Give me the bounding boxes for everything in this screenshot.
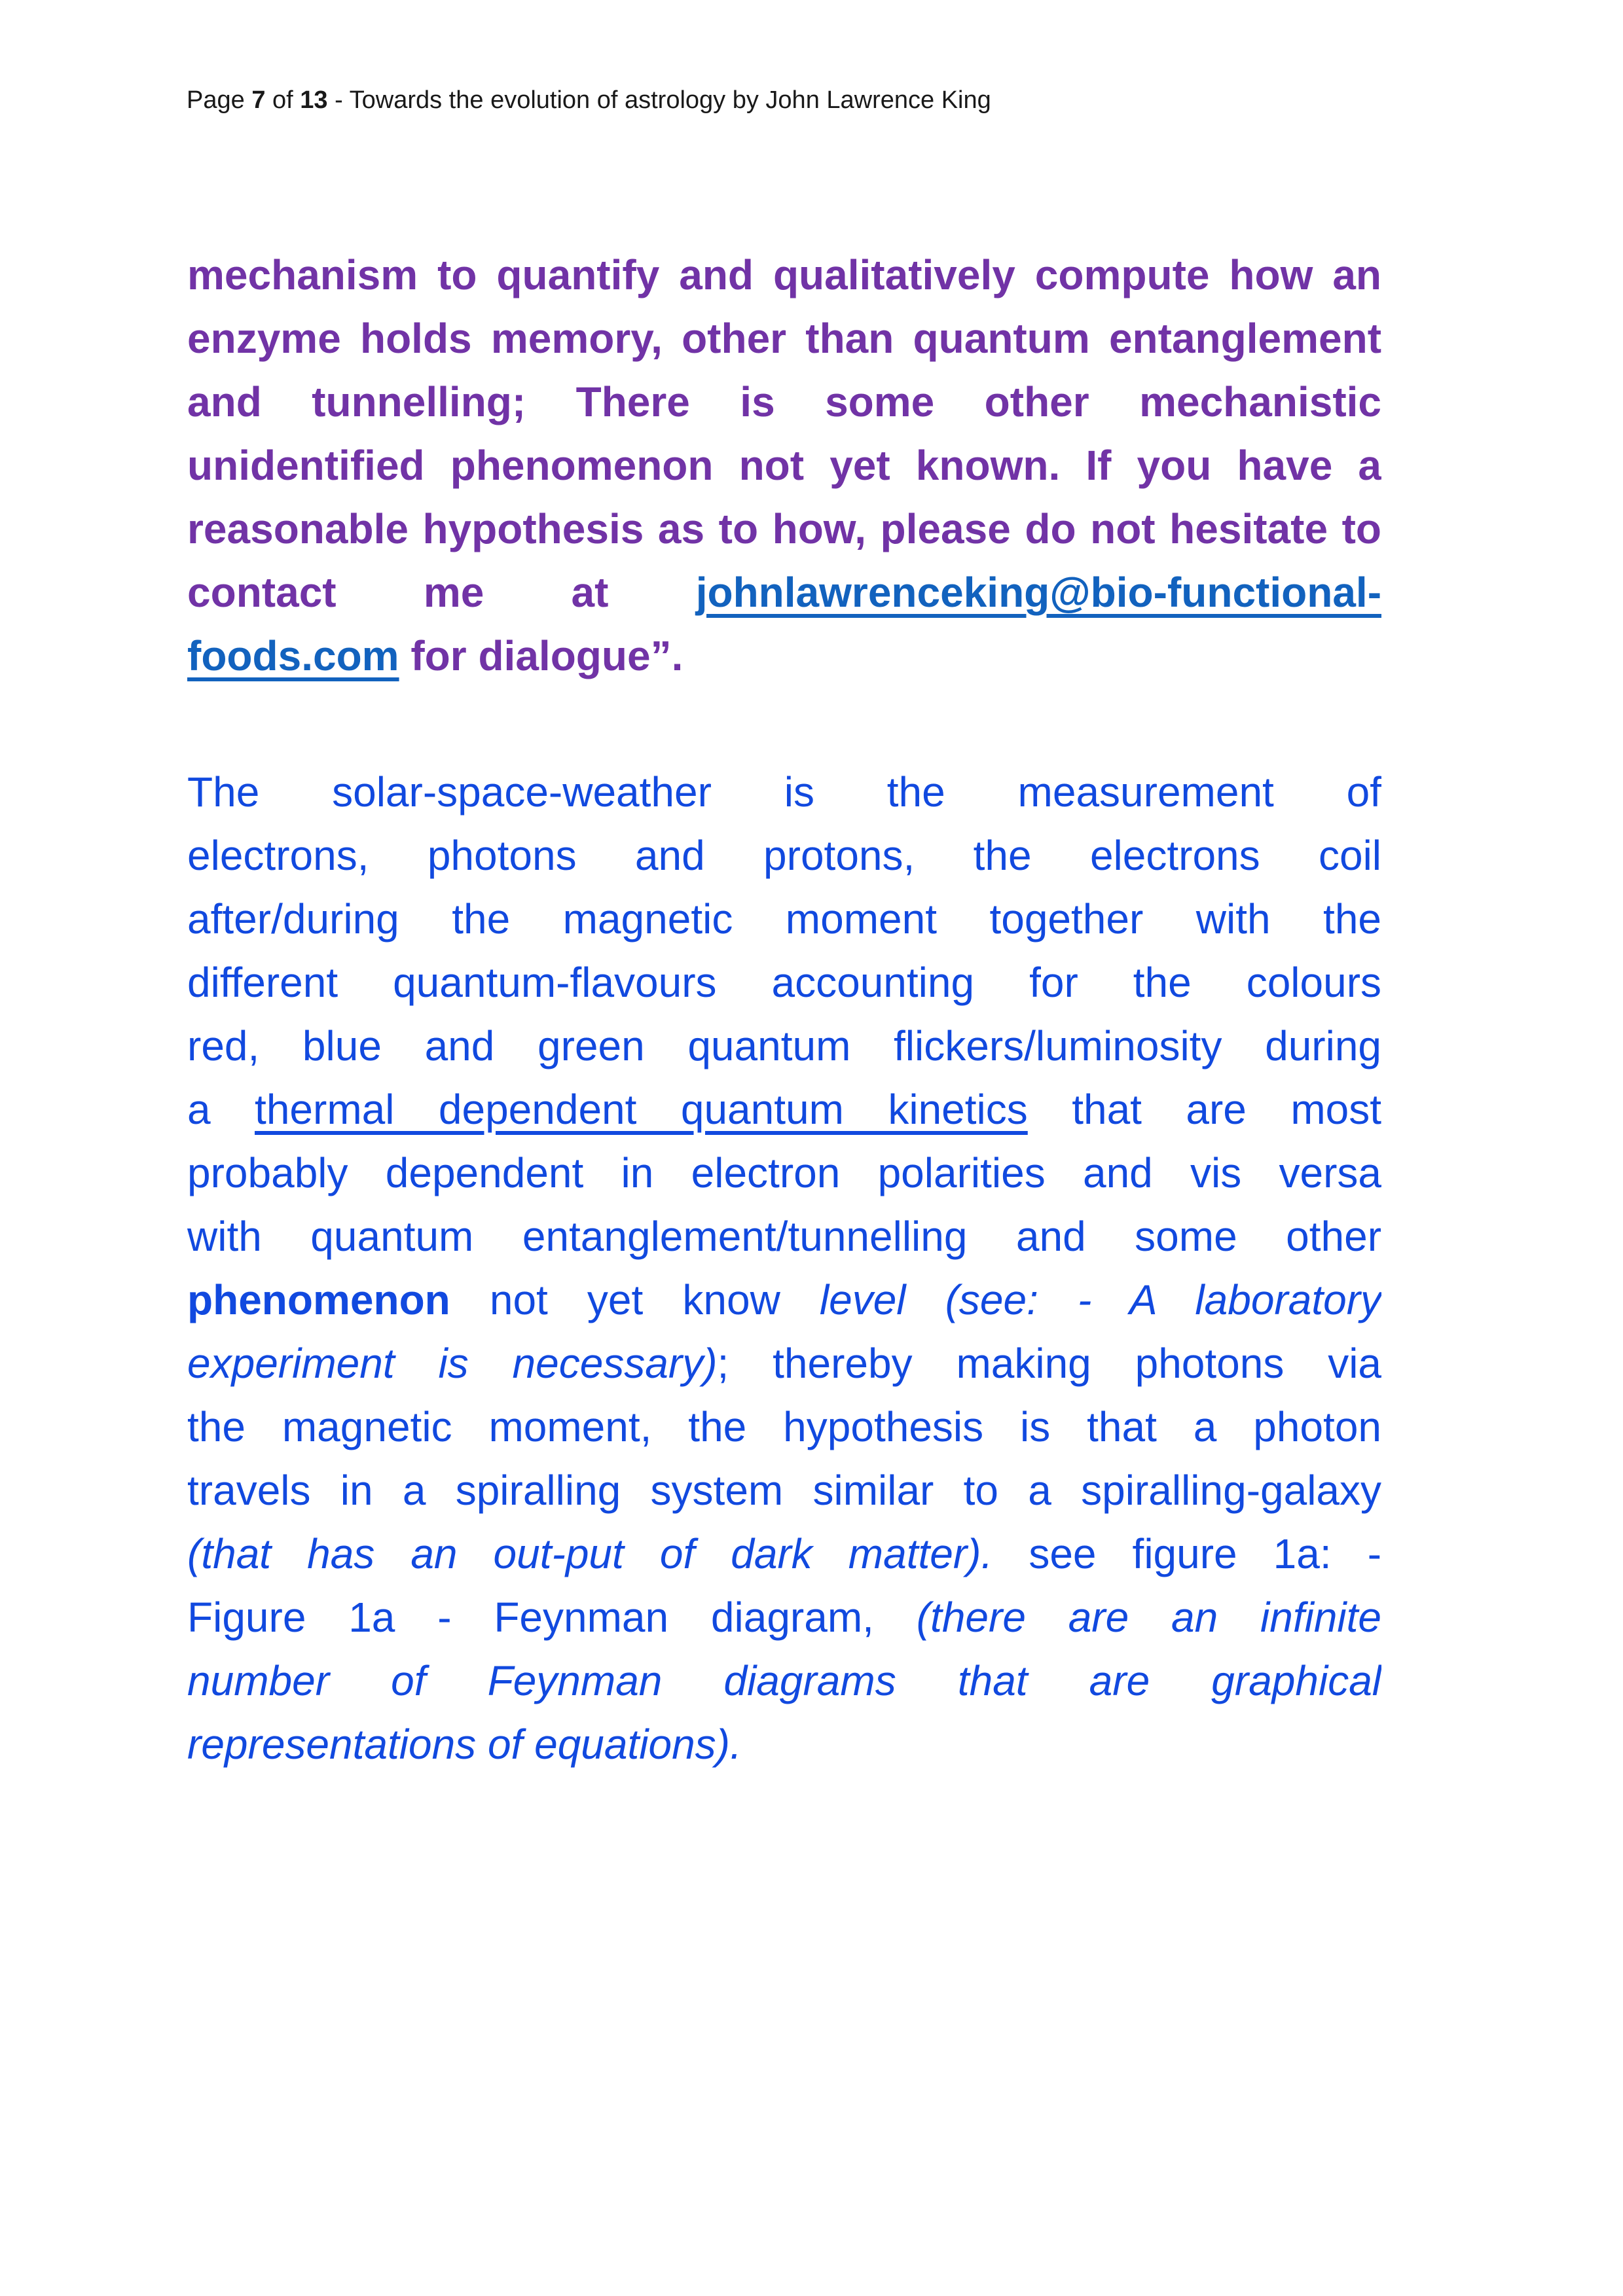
text-line xyxy=(187,243,1381,307)
header-page-count: 13 xyxy=(300,86,328,114)
text-segment: not yet know xyxy=(450,1276,820,1323)
text-segment: a xyxy=(187,1086,255,1133)
header-document-title: - Towards the evolution of astrology by John Lawrence King xyxy=(327,86,991,114)
text-line xyxy=(187,497,1381,561)
text-segment: contact me at xyxy=(187,569,696,616)
text-segment: and tunnelling; There is some other mechanistic xyxy=(187,378,1381,425)
text-line xyxy=(187,1268,1381,1332)
text-line xyxy=(187,1713,1381,1776)
text-line xyxy=(187,434,1381,497)
text-line xyxy=(187,1522,1381,1586)
text-segment: see figure 1a: - xyxy=(993,1530,1381,1577)
email-link[interactable]: foods.com xyxy=(187,632,399,679)
text-line xyxy=(187,1395,1381,1459)
text-segment: (that has an out-put of dark matter). xyxy=(187,1530,993,1577)
text-segment: mechanism to quantify and qualitatively compute how an xyxy=(187,251,1381,298)
text-segment: enzyme holds memory, other than quantum entanglement xyxy=(187,315,1381,362)
text-segment: probably dependent in electron polarities and vis versa xyxy=(187,1149,1381,1196)
text-line xyxy=(187,1205,1381,1268)
text-segment: the magnetic moment, the hypothesis is that a photon xyxy=(187,1403,1381,1450)
text-segment: after/during the magnetic moment together with the xyxy=(187,895,1381,942)
email-link[interactable]: johnlawrenceking@bio-functional- xyxy=(695,569,1381,616)
text-segment: unidentified phenomenon not yet known. If you have a xyxy=(187,442,1381,489)
text-segment: red, blue and green quantum flickers/luminosity during xyxy=(187,1022,1381,1069)
text-line xyxy=(187,370,1381,434)
text-line xyxy=(187,951,1381,1014)
text-segment: experiment is necessary) xyxy=(187,1340,718,1387)
text-segment: that are most xyxy=(1027,1086,1381,1133)
header-page-word: Page xyxy=(187,86,252,114)
text-line xyxy=(187,1078,1381,1141)
header-of-word: of xyxy=(265,86,301,114)
text-segment: ; thereby making photons via xyxy=(717,1340,1381,1387)
header-page-number: 7 xyxy=(251,86,266,114)
quantum-memory-paragraph xyxy=(187,243,1381,688)
text-segment: number of Feynman diagrams that are graphical xyxy=(187,1657,1381,1704)
text-segment: level (see: - A laboratory xyxy=(819,1276,1381,1323)
text-line xyxy=(187,1332,1381,1395)
text-segment: reasonable hypothesis as to how, please do not hesitate to xyxy=(187,505,1381,552)
page-header xyxy=(187,84,991,117)
text-segment: different quantum-flavours accounting for the colours xyxy=(187,959,1381,1006)
text-segment: phenomenon xyxy=(187,1276,450,1323)
text-segment: travels in a spiralling system similar to a spiralling-galaxy xyxy=(187,1467,1381,1514)
text-segment: with quantum entanglement/tunnelling and some other xyxy=(187,1213,1381,1260)
text-segment: Figure 1a - Feynman diagram, xyxy=(187,1594,917,1641)
text-line xyxy=(187,1459,1381,1522)
text-segment: The solar-space-weather is the measurement of xyxy=(187,768,1381,816)
text-segment: (there are an infinite xyxy=(916,1594,1381,1641)
solar-space-weather-paragraph xyxy=(187,761,1381,1776)
text-line xyxy=(187,761,1381,824)
text-line xyxy=(187,824,1381,888)
text-segment: thermal dependent quantum kinetics xyxy=(255,1086,1028,1133)
text-line xyxy=(187,561,1381,624)
text-line xyxy=(187,1141,1381,1205)
text-line xyxy=(187,624,1381,688)
text-line xyxy=(187,307,1381,370)
text-line xyxy=(187,1586,1381,1649)
text-segment: electrons, photons and protons, the electrons coil xyxy=(187,832,1381,879)
text-line xyxy=(187,888,1381,951)
text-line xyxy=(187,1014,1381,1078)
text-line xyxy=(187,1649,1381,1713)
text-segment: for dialogue”. xyxy=(399,632,684,679)
text-segment: representations of equations). xyxy=(187,1721,742,1768)
